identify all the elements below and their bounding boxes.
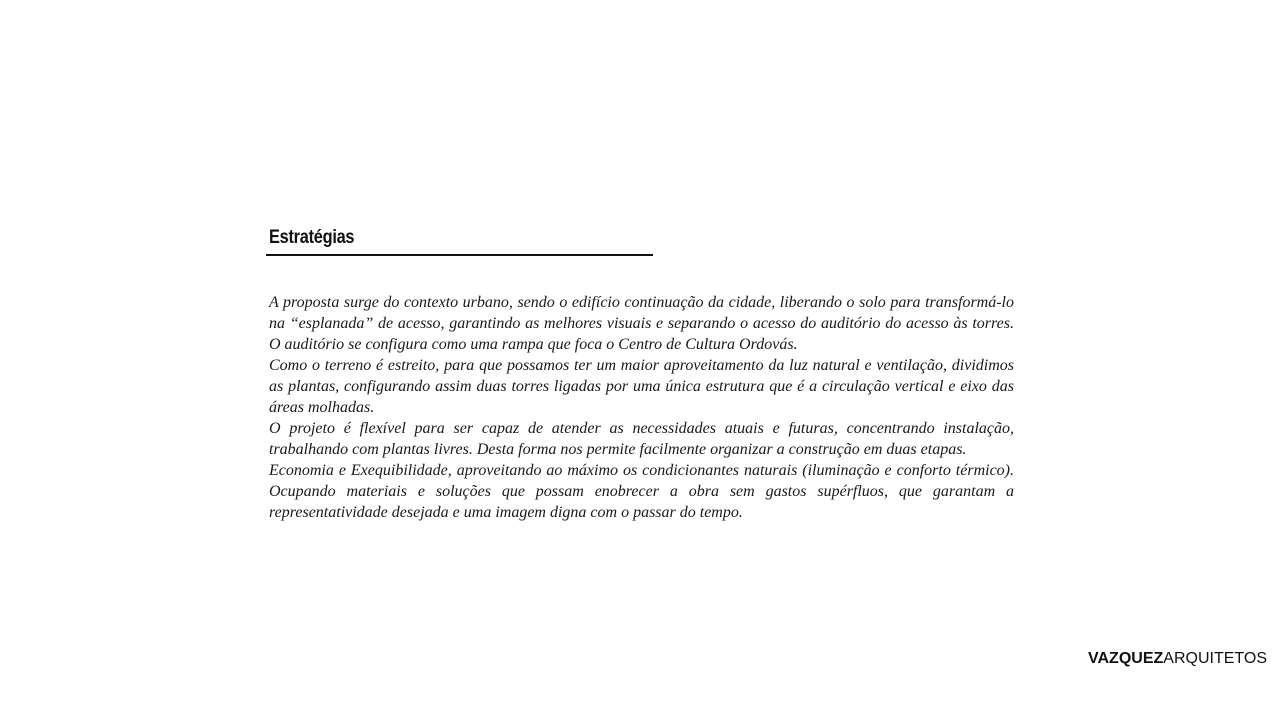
- body-text: [269, 292, 1014, 523]
- paragraph-context: A proposta surge do contexto urbano, sendo o edifício continuação da cidade, liberando o solo para transformá-lo na “esplanada” de acesso, garantindo as melhores visuais e separando o acesso do auditório do acesso às torres. O auditório se configura como uma rampa que foca o Centro de Cultura Ordovás.: [269, 294, 1014, 353]
- brand-name-bold: VAZQUEZ: [1088, 650, 1164, 667]
- section-heading: [266, 226, 654, 256]
- heading-underline: [266, 254, 653, 256]
- paragraph-towers: Como o terreno é estreito, para que possamos ter um maior aproveitamento da luz natural e ventilação, dividimos as plantas, configurando assim duas torres ligadas por uma única estrutura que é a circulação vertical e eixo das áreas molhadas.: [269, 357, 1014, 416]
- brand-logo: [1088, 650, 1267, 668]
- paragraph-economy: Economia e Exequibilidade, aproveitando ao máximo os condicionantes naturais (iluminação e conforto térmico). Ocupando materiais e soluções que possam enobrecer a obra sem gastos supérfluos, que garantam a representatividade desejada e uma imagem digna com o passar do tempo.: [269, 462, 1014, 521]
- section-title: Estratégias: [269, 227, 355, 248]
- paragraph-flexibility: O projeto é flexível para ser capaz de atender as necessidades atuais e futuras, concentrando instalação, trabalhando com plantas livres. Desta forma nos permite facilmente organizar a construção em duas etapas.: [269, 420, 1014, 458]
- brand-name-regular: ARQUITETOS: [1163, 650, 1267, 667]
